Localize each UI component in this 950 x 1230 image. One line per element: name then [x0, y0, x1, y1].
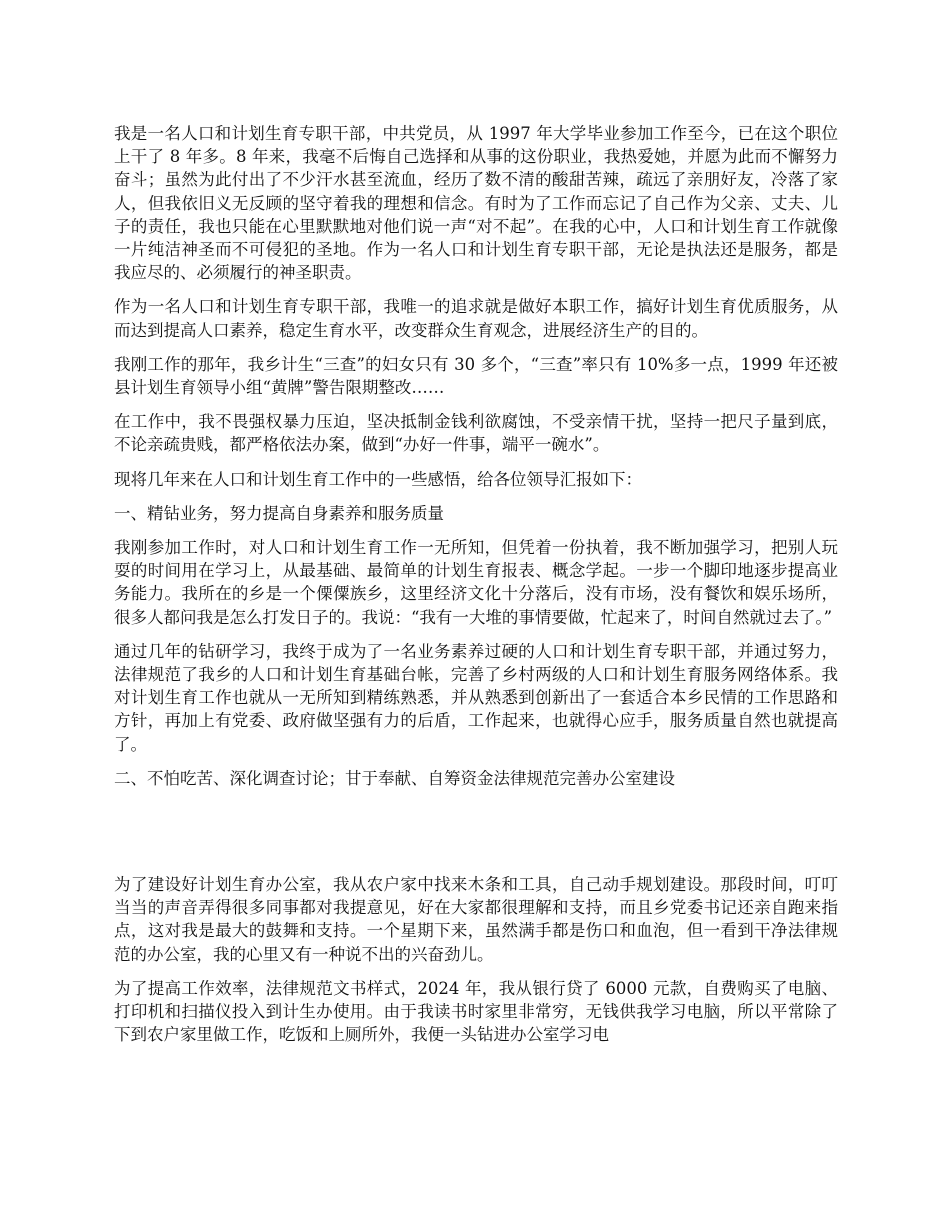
paragraph-report-intro: 现将几年来在人口和计划生育工作中的一些感悟，给各位领导汇报如下：	[114, 469, 642, 489]
document-body	[114, 122, 838, 1058]
paragraph-office-building: 为了建设好计划生育办公室，我从农户家中找来木条和工具，自己动手规划建设。那段时间，叮叮当当的声音弄得很多同事都对我提意见，好在大家都很理解和支持，而且乡党委书记还亲自跑来指点，这对我是最大的鼓舞和支持。一个星期下来，虽然满手都是伤口和血泡，但一看到干净法律规范的办公室，我的心里又有一种说不出的兴奋劲儿。	[114, 875, 838, 964]
paragraph-achievement: 通过几年的钻研学习，我终于成为了一名业务素养过硬的人口和计划生育专职干部，并通过努力，法律规范了我乡的人口和计划生育基础台帐，完善了乡村两级的人口和计划生育服务网络体系。我对计划生育工作也就从一无所知到精练熟悉，并从熟悉到创新出了一套适合本乡民情的工作思路和方针，再加上有党委、政府做坚强有力的后盾，工作起来，也就得心应手，服务质量自然也就提高了。	[114, 641, 838, 754]
paragraph-equipment: 为了提高工作效率，法律规范文书样式，2024 年，我从银行贷了 6000 元款，自费购买了电脑、打印机和扫描仪投入到计生办使用。由于我读书时家里非常穷，无钱供我学习电脑，所以平常除了下到农户家里做工作，吃饭和上厕所外，我便一头钻进办公室学习电	[114, 978, 838, 1045]
paragraph-history: 我刚工作的那年，我乡计生“三查”的妇女只有 30 多个，“三查”率只有 10%多一点，1999 年还被县计划生育领导小组“黄牌”警告限期整改……	[114, 354, 838, 398]
paragraph-integrity: 在工作中，我不畏强权暴力压迫，坚决抵制金钱利欲腐蚀，不受亲情干扰，坚持一把尺子量到底，不论亲疏贵贱，都严格依法办案，做到“办好一件事，端平一碗水”。	[114, 412, 838, 455]
section-heading-2: 二、不怕吃苦、深化调查讨论；甘于奉献、自筹资金法律规范完善办公室建设	[114, 768, 675, 788]
paragraph-learning: 我刚参加工作时，对人口和计划生育工作一无所知，但凭着一份执着，我不断加强学习，把别人玩耍的时间用在学习上，从最基础、最简单的计划生育报表、概念学起。一步一个脚印地逐步提高业务能力。我所在的乡是一个傈僳族乡，这里经济文化十分落后，没有市场，没有餐饮和娱乐场所，很多人都问我是怎么打发日子的。我说：“我有一大堆的事情要做，忙起来了，时间自然就过去了。”	[114, 538, 838, 627]
blank-gap	[114, 801, 838, 873]
section-heading-1: 一、精钻业务，努力提高自身素养和服务质量	[114, 503, 444, 523]
paragraph-intro: 我是一名人口和计划生育专职干部，中共党员，从 1997 年大学毕业参加工作至今，已在这个职位上干了 8 年多。8 年来，我毫不后悔自己选择和从事的这份职业，我热爱她，并愿为此而不懈努力奋斗；虽然为此付出了不少汗水甚至流血，经历了数不清的酸甜苦辣，疏远了亲朋好友，冷落了家人，但我依旧义无反顾的坚守着我的理想和信念。有时为了工作而忘记了自己作为父亲、丈夫、儿子的责任，我也只能在心里默默地对他们说一声“对不起”。在我的心中，人口和计划生育工作就像一片纯洁神圣而不可侵犯的圣地。作为一名人口和计划生育专职干部，无论是执法还是服务，都是我应尽的、必须履行的神圣职责。	[114, 124, 838, 283]
paragraph-goal: 作为一名人口和计划生育专职干部，我唯一的追求就是做好本职工作，搞好计划生育优质服务，从而达到提高人口素养，稳定生育水平，改变群众生育观念，进展经济生产的目的。	[114, 297, 838, 340]
